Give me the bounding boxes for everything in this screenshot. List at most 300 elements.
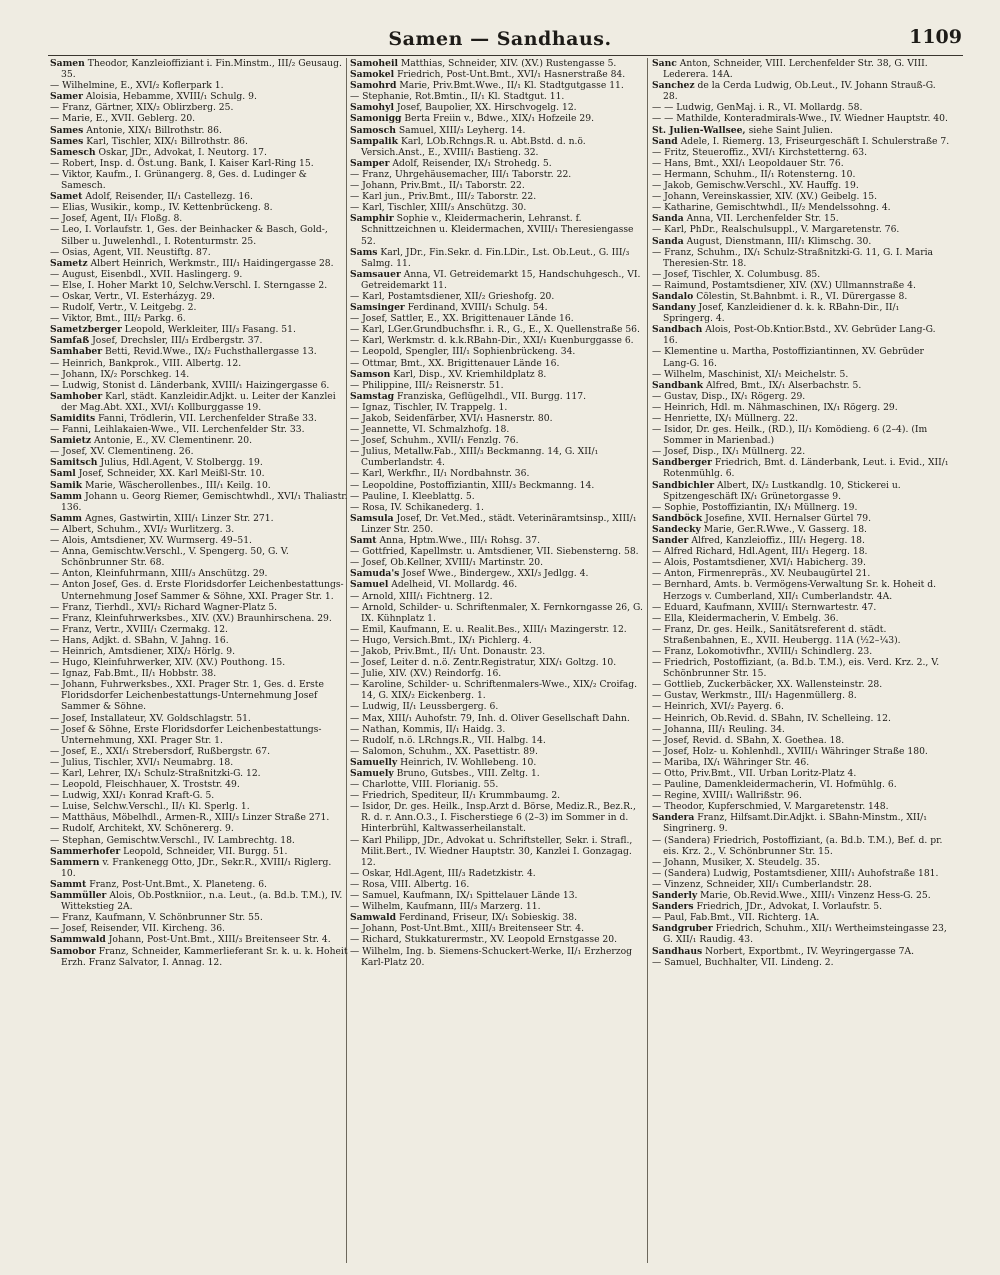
entry-text: — Johann, Post-Unt.Bmt., XIII/₃ Breitenseer Str. 4. bbox=[350, 923, 585, 935]
directory-entry bbox=[350, 746, 648, 757]
entry-text: — Osias, Agent, VII. Neustiftg. 87. bbox=[50, 246, 211, 258]
directory-entry bbox=[652, 513, 950, 524]
directory-entry bbox=[652, 125, 950, 136]
entry-text: Josef, Schneider, XX. Karl Meißl-Str. 10. bbox=[78, 468, 265, 480]
directory-entry bbox=[350, 635, 648, 646]
directory-entry bbox=[350, 657, 648, 668]
entry-text: Berta Freiin v., Bdwe., XIX/₁ Hofzeile 29. bbox=[404, 113, 595, 125]
directory-entry bbox=[652, 646, 950, 657]
directory-entry bbox=[50, 113, 348, 124]
entry-text: Albert Heinrich, Werkmstr., III/₁ Haidingergasse 28. bbox=[90, 257, 334, 269]
entry-text: — Wilhelmine, E., XVI/₂ Koflerpark 1. bbox=[50, 80, 224, 92]
directory-entry bbox=[50, 568, 348, 579]
directory-entry bbox=[652, 213, 950, 224]
entry-surname: Samen bbox=[50, 58, 85, 69]
entry-text: — Josef, Disp., IX/₁ Müllnerg. 22. bbox=[652, 446, 806, 458]
directory-entry bbox=[350, 346, 648, 357]
directory-entry bbox=[350, 102, 648, 113]
entry-surname: Samik bbox=[50, 479, 83, 491]
directory-entry bbox=[50, 746, 348, 757]
entry-text: Leopold, Werkleiter, III/₃ Fasang. 51. bbox=[124, 324, 296, 336]
entry-text: Marie, Wäscherollenbes., III/₁ Keilg. 10. bbox=[85, 479, 271, 491]
entry-text: — Anton, Kleinfuhrmann, XIII/₃ Anschützg. 29. bbox=[50, 568, 268, 580]
directory-entry bbox=[652, 890, 950, 901]
entry-text: Johann, Post-Unt.Bmt., XIII/₃ Breitenseer Str. 4. bbox=[108, 934, 331, 946]
entry-text: — Franz, Kaufmann, V. Schönbrunner Str. 55. bbox=[50, 912, 263, 924]
entry-text: Antonie, XIX/₁ Billrothstr. 86. bbox=[86, 124, 222, 136]
entry-text: Marie, Ger.R.Wwe., V. Gasserg. 18. bbox=[703, 523, 867, 535]
directory-entry bbox=[50, 346, 348, 357]
entry-text: — Jakob, Seidenfärber, XVI/₁ Hasnerstr. 80. bbox=[350, 413, 553, 424]
entry-surname: Sammerhofer bbox=[50, 845, 121, 857]
entry-text: — Sophie, Postoffiziantin, IX/₁ Müllnerg. 19. bbox=[652, 501, 858, 513]
entry-text: Franz, Post-Unt.Bmt., X. Planeteng. 6. bbox=[89, 878, 267, 890]
entry-text: — (Sandera) Ludwig, Postamtsdiener, XIII/₁ Auhofstraße 181. bbox=[652, 867, 939, 879]
entry-surname: Samer bbox=[50, 91, 83, 103]
entry-surname: Sammt bbox=[50, 878, 87, 890]
entry-surname: Samokel bbox=[350, 69, 395, 81]
entry-text: — Johann, Vereinskassier, XIV. (XV.) Geibelg. 15. bbox=[652, 191, 878, 203]
entry-surname: Samphir bbox=[350, 213, 394, 225]
directory-entry bbox=[50, 125, 348, 136]
entry-text: Alois, Post-Ob.Kntior.Bstd., XV. Gebrüder Lang-G. 16. bbox=[663, 324, 936, 347]
directory-entry bbox=[50, 602, 348, 613]
entry-text: — Vinzenz, Schneider, XII/₁ Cumberlandstr. 28. bbox=[652, 878, 872, 890]
entry-text: de la Cerda Ludwig, Ob.Leut., IV. Johann Strauß-G. 28. bbox=[663, 80, 936, 103]
entry-text: — Josef, Tischler, X. Columbusg. 85. bbox=[652, 268, 821, 280]
entry-surname: Sandböck bbox=[652, 512, 703, 524]
entry-surname: Sanda bbox=[652, 213, 684, 225]
directory-entry bbox=[652, 835, 950, 857]
directory-entry bbox=[350, 302, 648, 313]
directory-entry bbox=[350, 602, 648, 624]
entry-surname: Samidits bbox=[50, 413, 96, 424]
entry-text: — Samuel, Buchhalter, VII. Lindeng. 2. bbox=[652, 956, 834, 968]
entry-text: Alfred, Bmt., IX/₁ Alserbachstr. 5. bbox=[706, 379, 862, 391]
entry-text: — Fritz, Steueroffiz., XVI/₁ Kirchstetterng. 63. bbox=[652, 146, 868, 158]
directory-entry bbox=[350, 358, 648, 369]
entry-surname: Sanchez bbox=[652, 80, 695, 92]
entry-surname: Samson bbox=[350, 368, 391, 380]
directory-entry bbox=[350, 801, 648, 834]
entry-text: Adolf, Reisender, II/₁ Castellezg. 16. bbox=[85, 191, 253, 203]
entry-surname: Sandany bbox=[652, 302, 696, 314]
directory-entry bbox=[652, 391, 950, 402]
entry-text: — Bernhard, Amts. b. Vermögens-Verwaltung Sr. k. Hoheit d. Herzogs v. Cumberland, XII/₁ Cumberlandstr. 4A. bbox=[652, 579, 937, 602]
directory-entry bbox=[652, 557, 950, 568]
entry-text: Josef, Baupolier, XX. Hirschvogelg. 12. bbox=[396, 102, 577, 114]
entry-text: — Karl, PhDr., Realschulsuppl., V. Margaretenstr. 76. bbox=[652, 224, 900, 236]
directory-entry bbox=[350, 868, 648, 879]
entry-text: — Stephanie, Rot.Bmtin., II/₁ Kl. Stadtgut. 11. bbox=[350, 91, 565, 103]
directory-entry bbox=[652, 768, 950, 779]
directory-entry bbox=[50, 613, 348, 624]
entry-surname: Sanc bbox=[652, 58, 677, 69]
entry-text: Karl, Tischler, XIX/₁ Billrothstr. 86. bbox=[86, 135, 248, 147]
entry-text: — Josef & Söhne, Erste Floridsdorfer Leichenbestattungs-Unternehmung, XXI. Prager Str. 1. bbox=[50, 723, 322, 746]
directory-entry bbox=[50, 679, 348, 712]
entry-text: — Karl, LGer.Grundbuchsfhr. i. R., G., E., X. Quellenstraße 56. bbox=[350, 324, 640, 336]
entry-text: — Josef, Ob.Kellner, XVIII/₁ Martinstr. 20. bbox=[350, 557, 544, 569]
header-rule bbox=[48, 55, 963, 56]
directory-entry bbox=[50, 191, 348, 202]
entry-text: Franz, Hilfsamt.Dir.Adjkt. i. SBahn-Minstm., XII/₁ Singrinerg. 9. bbox=[663, 812, 927, 835]
entry-text: — Franz, Gärtner, XIX/₂ Oblirzberg. 25. bbox=[50, 102, 234, 114]
directory-entry bbox=[50, 269, 348, 280]
entry-surname: Sanders bbox=[652, 901, 694, 913]
entry-text: — Karl, Werkfhr., II/₁ Nordbahnstr. 36. bbox=[350, 468, 530, 480]
directory-entry bbox=[50, 835, 348, 846]
entry-text: siehe Saint Julien. bbox=[748, 124, 833, 136]
entry-text: — Isidor, Dr. ges. Heilk., (RD.), II/₁ Komödieng. 6 (2–4). (Im Sommer in Marienbad.) bbox=[652, 424, 928, 447]
directory-entry bbox=[350, 113, 648, 124]
entry-text: — Theodor, Kupferschmied, V. Margaretenstr. 148. bbox=[652, 801, 889, 813]
entry-surname: Sammwald bbox=[50, 934, 106, 946]
entry-text: — Oskar, Vertr., VI. Esterházyg. 29. bbox=[50, 290, 215, 302]
directory-entry bbox=[652, 602, 950, 613]
entry-surname: Samt bbox=[350, 535, 377, 547]
entry-text: — Johann, Priv.Bmt., II/₁ Taborstr. 22. bbox=[350, 180, 525, 192]
directory-entry bbox=[652, 102, 950, 113]
entry-surname: Samm bbox=[50, 490, 83, 502]
directory-entry bbox=[50, 890, 348, 912]
entry-text: — Karl Philipp, JDr., Advokat u. Schriftsteller, Sekr. i. Strafl., Milit.Bert., IV. Wiedner Hauptstr. 30, Kanzlei I. Gonzagag. 12. bbox=[350, 834, 633, 868]
directory-entry bbox=[652, 457, 950, 479]
entry-text: — Hugo, Versich.Bmt., IX/₁ Pichlerg. 4. bbox=[350, 634, 532, 646]
entry-text: — Josef, Installateur, XV. Goldschlagstr. 51. bbox=[50, 712, 251, 724]
entry-text: — Alois, Amtsdiener, XV. Wurmserg. 49–51. bbox=[50, 535, 252, 547]
entry-text: — Heinrich, Bankprok., VIII. Albertg. 12. bbox=[50, 357, 242, 369]
directory-entry bbox=[50, 247, 348, 258]
running-title: Samen — Sandhaus. bbox=[388, 28, 612, 50]
directory-entry bbox=[50, 579, 348, 601]
directory-entry bbox=[50, 147, 348, 158]
directory-entry bbox=[50, 58, 348, 80]
directory-entry bbox=[50, 946, 348, 968]
directory-entry bbox=[652, 812, 950, 834]
entry-text: Leopold, Schneider, VII. Burgg. 51. bbox=[123, 845, 288, 857]
directory-entry bbox=[350, 180, 648, 191]
directory-entry bbox=[652, 369, 950, 380]
entry-surname: Sametzberger bbox=[50, 324, 122, 336]
entry-text: Sophie v., Kleidermacherin, Lehranst. f. Schnittzeichnen u. Kleidermachen, XVIII/₁ Theresiengasse 52. bbox=[361, 213, 634, 247]
directory-entry bbox=[50, 923, 348, 934]
entry-surname: Samohrd bbox=[350, 80, 397, 92]
directory-entry bbox=[50, 302, 348, 313]
entry-text: — Julie, XIV. (XV.) Reindorfg. 16. bbox=[350, 668, 502, 680]
entry-surname: Samsinger bbox=[350, 302, 405, 314]
directory-entry bbox=[652, 136, 950, 147]
directory-entry bbox=[50, 624, 348, 635]
directory-entry bbox=[652, 746, 950, 757]
entry-text: Theodor, Kanzleioffiziant i. Fin.Minstm., III/₂ Geusaug. 35. bbox=[61, 58, 342, 81]
entry-surname: Sanda bbox=[652, 235, 684, 247]
entry-text: — Nathan, Kommis, II/₁ Haidg. 3. bbox=[350, 723, 506, 735]
directory-entry bbox=[350, 646, 648, 657]
entry-text: — Paul, Fab.Bmt., VII. Richterg. 1A. bbox=[652, 912, 820, 924]
directory-entry bbox=[652, 480, 950, 502]
directory-entry bbox=[652, 868, 950, 879]
directory-entry bbox=[652, 901, 950, 912]
entry-surname: St. Julien-Wallsee, bbox=[652, 124, 746, 136]
directory-entry bbox=[350, 213, 648, 246]
entry-text: Anna, VI. Getreidemarkt 15, Handschuhgesch., VI. Getreidemarkt 11. bbox=[361, 268, 641, 291]
directory-entry bbox=[50, 513, 348, 524]
directory-entry bbox=[50, 790, 348, 801]
entry-text: — Gustav, Werkmstr., III/₁ Hagenmüllerg. 8. bbox=[652, 690, 857, 702]
entry-text: — Raimund, Postamtsdiener, XIV. (XV.) Ullmannstraße 4. bbox=[652, 279, 916, 291]
entry-surname: Sandbank bbox=[652, 379, 704, 391]
directory-entry bbox=[350, 80, 648, 91]
directory-entry bbox=[652, 280, 950, 291]
entry-text: Alois, Ob.Postkniior., n.a. Leut., (a. Bd.b. T.M.), IV. Wittekstieg 2A. bbox=[61, 890, 343, 913]
entry-text: — Franz, Vertr., XVIII/₁ Czermakg. 12. bbox=[50, 623, 228, 635]
directory-entry bbox=[50, 668, 348, 679]
entry-text: Ferdinand, XVIII/₁ Schulg. 54. bbox=[407, 302, 548, 314]
entry-text: — Josef, Holz- u. Kohlenhdl., XVIII/₁ Währinger Straße 180. bbox=[652, 745, 928, 757]
directory-entry bbox=[350, 757, 648, 768]
directory-entry bbox=[50, 369, 348, 380]
entry-surname: Samosch bbox=[350, 124, 396, 136]
entry-text: — Julius, Metallw.Fab., XIII/₃ Beckmanng. 14, G. XII/₁ Cumberlandstr. 4. bbox=[350, 446, 599, 469]
directory-entry bbox=[350, 790, 648, 801]
entry-surname: Sandgruber bbox=[652, 923, 713, 935]
entry-text: Friedrich, Schuhm., XII/₁ Wertheimsteingasse 23, G. XII/₁ Raudig. 43. bbox=[663, 923, 947, 946]
directory-entry bbox=[350, 69, 648, 80]
entry-surname: Sandbichler bbox=[652, 479, 715, 491]
directory-entry bbox=[652, 247, 950, 269]
entry-surname: Samohyl bbox=[350, 102, 394, 114]
entry-text: — Ella, Kleidermacherin, V. Embelg. 36. bbox=[652, 612, 839, 624]
entry-text: Johann u. Georg Riemer, Gemischtwhdl., XVI/₁ Thaliastr. 136. bbox=[61, 490, 348, 513]
entry-text: — Johann, Fuhrwerksbes., XXI. Prager Str. 1, Ges. d. Erste Floridsdorfer Leichenbestattungs-Unternehmung Josef Sammer & Söhne. bbox=[50, 679, 324, 713]
directory-entry bbox=[50, 491, 348, 513]
entry-text: — Josef, Agent, II/₁ Floßg. 8. bbox=[50, 213, 183, 225]
directory-entry bbox=[50, 524, 348, 535]
entry-text: — Ludwig, XXI/₁ Konrad Kraft-G. 5. bbox=[50, 790, 215, 802]
entry-text: Ferdinand, Friseur, IX/₁ Sobieskig. 38. bbox=[399, 912, 578, 924]
entry-text: — Luise, Selchw.Verschl., II/₁ Kl. Sperlg. 1. bbox=[50, 801, 250, 813]
entry-text: — Johanna, III/₁ Reuling. 34. bbox=[652, 723, 785, 735]
column-1 bbox=[50, 58, 348, 1263]
entry-text: — Elias, Wusikir., komp., IV. Kettenbrückeng. 8. bbox=[50, 202, 273, 214]
directory-entry bbox=[652, 446, 950, 457]
entry-text: Friedrich, Post-Unt.Bmt., XVI/₁ Hasnerstraße 84. bbox=[397, 69, 626, 81]
entry-text: Agnes, Gastwirtin, XIII/₁ Linzer Str. 271. bbox=[84, 512, 274, 524]
entry-text: — Franz, Schuhm., IX/₁ Schulz-Straßnitzki-G. 11, G. I. Maria Theresien-Str. 18. bbox=[652, 246, 934, 269]
entry-text: August, Dienstmann, III/₁ Klimschg. 30. bbox=[686, 235, 872, 247]
directory-entry bbox=[50, 258, 348, 269]
entry-text: Karl, Disp., XV. Kriemhildplatz 8. bbox=[393, 368, 547, 380]
entry-text: — Hugo, Kleinfuhrwerker, XIV. (XV.) Pouthong. 15. bbox=[50, 657, 286, 669]
directory-entry bbox=[652, 169, 950, 180]
directory-entry bbox=[652, 269, 950, 280]
entry-text: Bruno, Gutsbes., VIII. Zeltg. 1. bbox=[396, 768, 540, 779]
entry-text: Anna, Hptm.Wwe., III/₁ Rohsg. 37. bbox=[379, 535, 540, 547]
entry-text: — Johann, Musiker, X. Steudelg. 35. bbox=[652, 856, 820, 868]
entry-text: — Rosa, VIII. Albertg. 16. bbox=[350, 878, 470, 890]
entry-text: Julius, Hdl.Agent, V. Stolbergg. 19. bbox=[100, 457, 263, 469]
directory-entry bbox=[350, 591, 648, 602]
entry-text: — Karl, Tischler, XIII/₃ Anschützg. 30. bbox=[350, 202, 527, 214]
entry-text: Josef, Kanzleidiener d. k. k. RBahn-Dir., II/₁ Springerg. 4. bbox=[663, 302, 900, 325]
directory-entry bbox=[350, 413, 648, 424]
directory-entry bbox=[50, 934, 348, 945]
entry-text: — Karl jun., Priv.Bmt., III/₂ Taborstr. 22. bbox=[350, 191, 537, 203]
entry-text: — Richard, Stukkaturermstr., XV. Leopold Ernstgasse 20. bbox=[350, 934, 618, 946]
directory-entry bbox=[350, 568, 648, 579]
directory-entry bbox=[50, 391, 348, 413]
directory-entry bbox=[50, 713, 348, 724]
directory-entry bbox=[50, 291, 348, 302]
entry-text: — Wilhelm, Maschinist, XI/₁ Meichelstr. 5. bbox=[652, 368, 849, 380]
entry-surname: Sander bbox=[652, 535, 689, 547]
entry-text: — Ludwig, Stonist d. Länderbank, XVIII/₁ Haizingergasse 6. bbox=[50, 379, 330, 391]
entry-text: — Josef, Sattler, E., XX. Brigittenauer Lände 16. bbox=[350, 313, 574, 325]
entry-surname: Samoheil bbox=[350, 58, 398, 69]
entry-text: — Josef, Revid. d. SBahn, X. Goethea. 18. bbox=[652, 734, 845, 746]
entry-text: Karl, LOb.Rchngs.R. u. Abt.Bstd. d. n.ö. Versich.Anst., E., XVIII/₁ Bastieng. 32. bbox=[361, 135, 586, 158]
directory-entry bbox=[350, 535, 648, 546]
directory-entry bbox=[350, 158, 648, 169]
entry-text: Betti, Revid.Wwe., IX/₂ Fuchsthallergasse 13. bbox=[104, 346, 317, 358]
entry-text: — Robert, Insp. d. Öst.ung. Bank, I. Kaiser Karl-Ring 15. bbox=[50, 157, 314, 169]
entry-text: — Gottfried, Kapellmstr. u. Amtsdiener, VII. Siebensterng. 58. bbox=[350, 546, 639, 558]
directory-entry bbox=[50, 546, 348, 568]
entry-surname: Samsauer bbox=[350, 268, 401, 280]
entry-text: — Johann, IX/₂ Porschkeg. 14. bbox=[50, 368, 190, 380]
directory-entry bbox=[652, 180, 950, 191]
directory-entry bbox=[652, 713, 950, 724]
directory-entry bbox=[652, 568, 950, 579]
entry-text: Josefine, XVII. Hernalser Gürtel 79. bbox=[705, 512, 871, 524]
entry-surname: Samhaber bbox=[50, 346, 103, 358]
entry-surname: Sams bbox=[350, 246, 378, 258]
directory-entry bbox=[350, 313, 648, 324]
directory-entry bbox=[652, 957, 950, 968]
directory-entry bbox=[350, 579, 648, 590]
entry-surname: Samwald bbox=[350, 912, 397, 924]
directory-entry bbox=[50, 424, 348, 435]
entry-text: — — Ludwig, GenMaj. i. R., VI. Mollardg. 58. bbox=[652, 102, 863, 114]
entry-text: Adolf, Reisender, IX/₁ Strohedg. 5. bbox=[392, 157, 552, 169]
entry-text: — Ottmar, Bmt., XX. Brigittenauer Lände 16. bbox=[350, 357, 560, 369]
entry-text: Norbert, Exportbmt., IV. Weyringergasse 7A. bbox=[705, 945, 915, 957]
directory-entry bbox=[50, 801, 348, 812]
entry-surname: Sandberger bbox=[652, 457, 712, 469]
entry-text: Matthias, Schneider, XIV. (XV.) Rustengasse 5. bbox=[400, 58, 617, 69]
entry-text: — Max, XIII/₁ Auhofstr. 79, Inh. d. Oliver Gesellschaft Dahn. bbox=[350, 712, 630, 724]
directory-entry bbox=[50, 879, 348, 890]
directory-entry bbox=[652, 624, 950, 646]
directory-entry bbox=[50, 823, 348, 834]
entry-text: — Mariba, IX/₁ Währinger Str. 46. bbox=[652, 756, 810, 768]
directory-entry bbox=[652, 380, 950, 391]
directory-entry bbox=[350, 879, 648, 890]
entry-surname: Samuda's bbox=[350, 568, 400, 580]
entry-surname: Sand bbox=[652, 135, 678, 147]
entry-surname: Sandera bbox=[652, 812, 695, 824]
directory-entry bbox=[50, 324, 348, 335]
entry-text: Marie, Ob.Revid.Wwe., XIII/₁ Vinzenz Hess-G. 25. bbox=[700, 890, 931, 902]
directory-entry bbox=[50, 80, 348, 91]
entry-surname: Sames bbox=[50, 135, 84, 147]
entry-text: — Heinrich, Amtsdiener, XIX/₂ Hörlg. 9. bbox=[50, 645, 236, 657]
directory-entry bbox=[350, 701, 648, 712]
directory-entry bbox=[50, 102, 348, 113]
entry-text: — Albert, Schuhm., XVI/₂ Wurlitzerg. 3. bbox=[50, 523, 235, 535]
directory-entry bbox=[350, 835, 648, 868]
directory-entry bbox=[350, 402, 648, 413]
entry-text: Friedrich, Bmt. d. Länderbank, Leut. i. Evid., XII/₁ Rotenmühlg. 6. bbox=[663, 457, 949, 480]
entry-text: — Anton, Firmenrepräs., XV. Neubaugürtel 21. bbox=[652, 568, 871, 580]
directory-entry bbox=[350, 335, 648, 346]
entry-text: — (Sandera) Friedrich, Postoffiziant, (a. Bd.b. T.M.), Bef. d. pr. eis. Krz. 2., V. Schönbrunner Str. 15. bbox=[652, 834, 943, 857]
directory-entry bbox=[652, 546, 950, 557]
directory-entry bbox=[50, 457, 348, 468]
directory-entry bbox=[350, 923, 648, 934]
entry-text: — Friedrich, Spediteur, II/₁ Krummbaumg. 2. bbox=[350, 790, 561, 802]
entry-text: — August, Eisenbdl., XVII. Haslingerg. 9. bbox=[50, 268, 243, 280]
directory-entry bbox=[652, 402, 950, 413]
entry-surname: Samesch bbox=[50, 146, 96, 158]
directory-entry bbox=[350, 946, 648, 968]
directory-entry bbox=[652, 346, 950, 368]
entry-text: — Friedrich, Postoffiziant, (a. Bd.b. T.M.), eis. Verd. Krz. 2., V. Schönbrunner Str. 15. bbox=[652, 657, 940, 680]
entry-text: Adelheid, VI. Mollardg. 46. bbox=[391, 579, 518, 591]
entry-surname: Samuelly bbox=[350, 756, 398, 768]
directory-entry bbox=[652, 579, 950, 601]
entry-text: — Leopold, Fleischhauer, X. Troststr. 49. bbox=[50, 779, 240, 791]
entry-text: — Rudolf, Vertr., V. Leitgebg. 2. bbox=[50, 302, 197, 314]
directory-entry bbox=[652, 58, 950, 80]
directory-entry bbox=[652, 801, 950, 812]
directory-entry bbox=[652, 923, 950, 945]
entry-text: — Leopoldine, Postoffiziantin, XIII/₃ Beckmanng. 14. bbox=[350, 479, 595, 491]
directory-entry bbox=[652, 191, 950, 202]
directory-entry bbox=[652, 524, 950, 535]
directory-entry bbox=[350, 546, 648, 557]
entry-text: — Jakob, Gemischw.Verschl., XV. Hauffg. 19. bbox=[652, 180, 859, 192]
entry-text: — Franz, Dr. ges. Heilk., Sanitätsreferent d. städt. Straßenbahnen, E., XVII. Heubergg. 11A (½2–¼3). bbox=[652, 623, 901, 646]
column-2 bbox=[350, 58, 648, 1263]
entry-text: Anna, VII. Lerchenfelder Str. 15. bbox=[686, 213, 839, 225]
entry-text: — Julius, Tischler, XVI/₁ Neumabrg. 18. bbox=[50, 756, 234, 768]
entry-text: — Salomon, Schuhm., XX. Pasettistr. 89. bbox=[350, 745, 538, 757]
directory-entry bbox=[350, 468, 648, 479]
entry-text: — Heinrich, XVI/₂ Payerg. 6. bbox=[652, 701, 784, 713]
entry-text: — Matthäus, Möbelhdl., Armen-R., XIII/₃ Linzer Straße 271. bbox=[50, 812, 330, 824]
directory-entry bbox=[652, 779, 950, 790]
entry-text: — Heinrich, Hdl. m. Nähmaschinen, IX/₁ Rögerg. 29. bbox=[652, 401, 898, 413]
directory-entry bbox=[50, 313, 348, 324]
directory-entry bbox=[50, 413, 348, 424]
entry-surname: Sandalo bbox=[652, 290, 694, 302]
entry-text: Josef, Drechsler, III/₃ Erdbergstr. 37. bbox=[92, 335, 263, 347]
entry-text: — Regine, XVIII/₁ Wallrißstr. 96. bbox=[652, 790, 802, 802]
entry-text: — Josef, XV. Clementineng. 26. bbox=[50, 446, 194, 458]
directory-entry bbox=[50, 468, 348, 479]
entry-text: — Heinrich, Ob.Revid. d. SBahn, IV. Schelleing. 12. bbox=[652, 712, 891, 724]
directory-entry bbox=[350, 668, 648, 679]
directory-entry bbox=[50, 380, 348, 391]
directory-entry bbox=[50, 857, 348, 879]
directory-entry bbox=[50, 812, 348, 823]
entry-text: — Alois, Postamtsdiener, XVI/₁ Habicherg. 39. bbox=[652, 557, 866, 569]
directory-entry bbox=[50, 846, 348, 857]
entry-text: — Gottlieb, Zuckerbäcker, XX. Wallensteinstr. 28. bbox=[652, 679, 883, 691]
entry-text: — Arnold, Schilder- u. Schriftenmaler, X. Fernkorngasse 26, G. IX. Kühnplatz 1. bbox=[350, 601, 643, 624]
